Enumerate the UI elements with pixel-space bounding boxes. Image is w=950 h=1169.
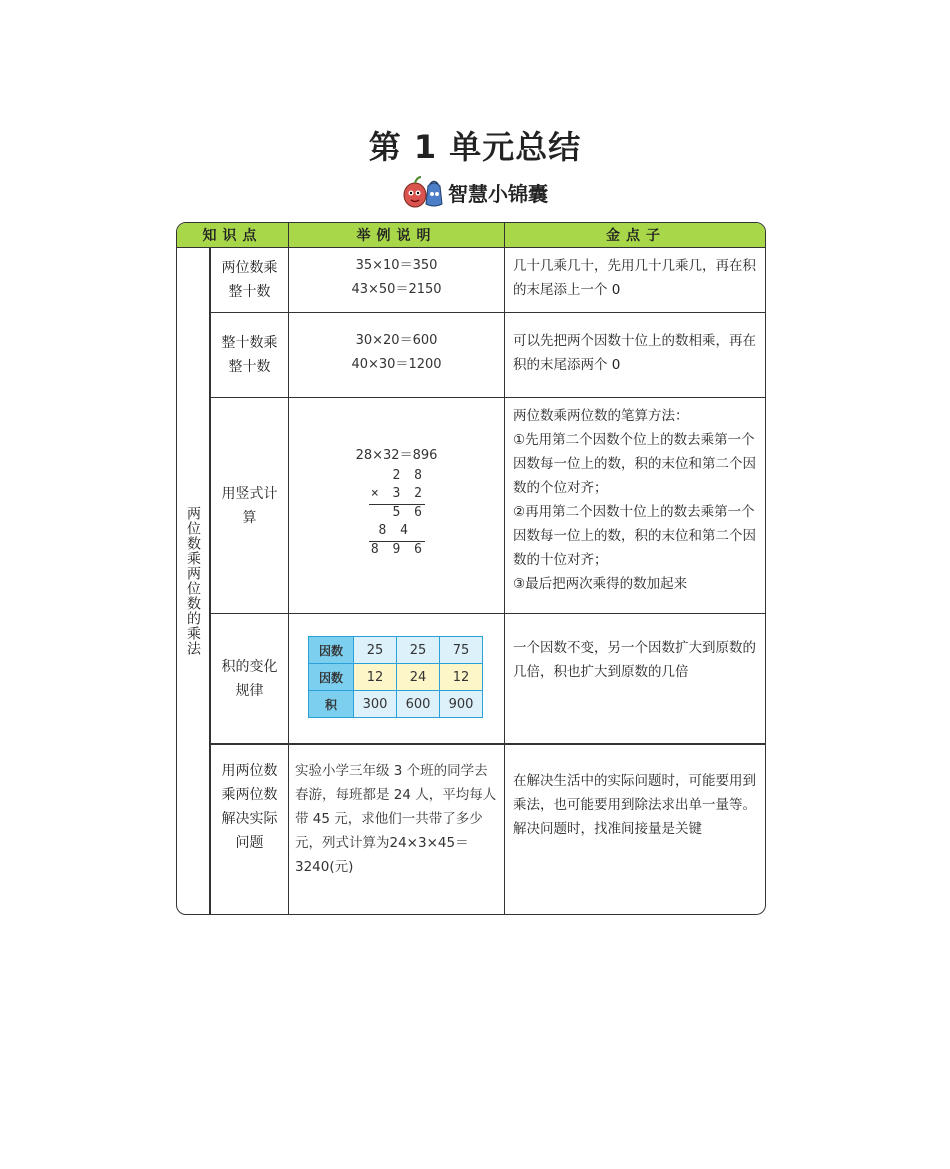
mini-table-cell: 75 <box>440 637 483 664</box>
mini-table-cell: 24 <box>397 664 440 691</box>
tip-line: 两位数乘两位数的笔算方法： <box>513 408 689 424</box>
mini-table-label: 因数 <box>309 664 354 691</box>
mini-table-cell: 12 <box>354 664 397 691</box>
side-category-label: 两位数乘两位数的乘法 <box>185 506 201 656</box>
table-row <box>211 744 765 915</box>
subtitle-text: 智慧小锦囊 <box>448 181 548 206</box>
row-topic: 整十数乘整十数 <box>211 313 289 397</box>
row-tip <box>505 398 765 613</box>
row-topic: 积的变化规律 <box>211 614 289 743</box>
mini-table-label: 积 <box>309 691 354 718</box>
word-problem: 实验小学三年级 3 个班的同学去春游，每班都是 24 人，平均每人带 45 元，求他们一共带了多少元，列式计算为24×3×45＝3240(元) <box>295 763 497 875</box>
mini-table-cell: 12 <box>440 664 483 691</box>
tip-line: ③最后把两次乘得的数加起来 <box>513 576 688 592</box>
table-row <box>211 398 765 614</box>
side-category <box>177 248 211 914</box>
calc-line: 8 4 <box>378 523 411 538</box>
table-row <box>211 614 765 744</box>
mini-table-row <box>309 664 483 691</box>
example-line: 35×10＝350 <box>355 258 438 273</box>
row-example <box>289 398 505 613</box>
mini-table-cell: 25 <box>397 637 440 664</box>
table-row <box>211 248 765 313</box>
mini-table-cell: 25 <box>354 637 397 664</box>
mini-table-cell: 600 <box>397 691 440 718</box>
row-topic: 用竖式计算 <box>211 398 289 613</box>
tip-line: ②再用第二个因数十位上的数去乘第一个因数每一位上的数，积的末位和第二个因数的十位对齐； <box>513 504 756 568</box>
subtitle-bar <box>0 172 950 212</box>
mini-table-cell: 300 <box>354 691 397 718</box>
mascot-icon <box>402 174 444 210</box>
calc-line: 2 8 <box>392 468 425 483</box>
row-example <box>289 313 505 397</box>
vertical-calculation <box>369 468 425 560</box>
row-tip: 几十几乘几十，先用几十几乘几，再在积的末尾添上一个 0 <box>513 258 756 298</box>
header-knowledge-point: 知识点 <box>177 223 289 248</box>
calc-line: × 3 2 <box>370 486 425 501</box>
summary-table <box>176 222 766 915</box>
table-row <box>211 313 765 398</box>
calc-line: 8 9 6 <box>369 541 425 560</box>
header-golden-tip: 金点子 <box>505 223 766 248</box>
example-line: 43×50＝2150 <box>351 282 442 297</box>
row-topic: 两位数乘整十数 <box>211 248 289 312</box>
product-change-table <box>308 636 483 718</box>
mini-table-row <box>309 691 483 718</box>
row-example <box>289 248 505 312</box>
calc-line: 5 6 <box>369 504 425 523</box>
row-tip: 在解决生活中的实际问题时，可能要用到乘法，也可能要用到除法求出单一量等。解决问题时，找准间接量是关键 <box>513 773 756 837</box>
mini-table-cell: 900 <box>440 691 483 718</box>
page-title: 第 1 单元总结 <box>368 128 582 166</box>
example-line: 30×20＝600 <box>355 333 438 348</box>
row-example <box>289 745 505 915</box>
equation: 28×32＝896 <box>355 448 438 463</box>
tip-line: ①先用第二个因数个位上的数去乘第一个因数每一位上的数，积的末位和第二个因数的个位对齐； <box>513 432 756 496</box>
row-tip: 可以先把两个因数十位上的数相乘，再在积的末尾添两个 0 <box>513 333 756 373</box>
mini-table-label: 因数 <box>309 637 354 664</box>
mini-table-row <box>309 637 483 664</box>
row-tip: 一个因数不变，另一个因数扩大到原数的几倍，积也扩大到原数的几倍 <box>513 640 756 680</box>
example-line: 40×30＝1200 <box>351 357 442 372</box>
row-example <box>289 614 505 743</box>
header-example: 举例说明 <box>289 223 505 248</box>
row-topic: 用两位数乘两位数解决实际问题 <box>211 745 289 915</box>
